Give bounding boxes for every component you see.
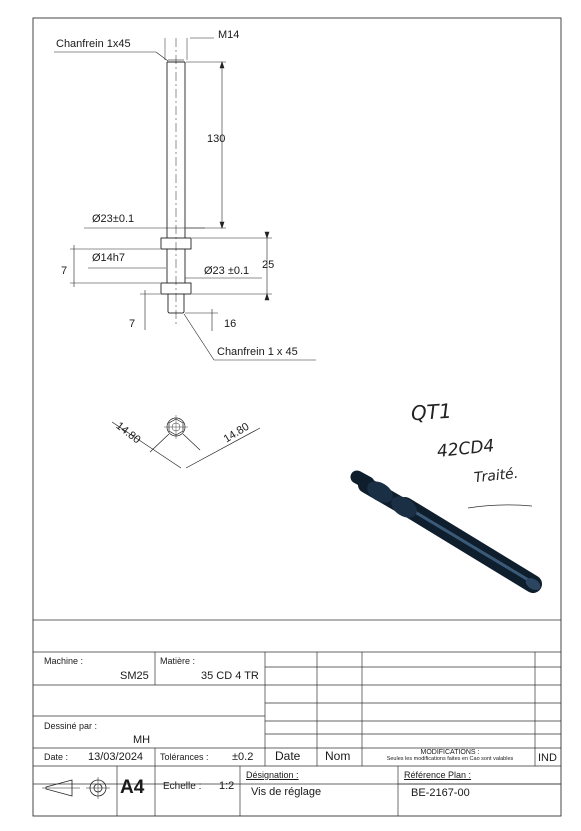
- hex-flat-left-label: 14.80: [113, 419, 143, 447]
- drawn-by-value: MH: [133, 734, 151, 746]
- scale-label: Echelle :: [163, 781, 202, 792]
- handwritten-treated: Traité.: [473, 465, 519, 487]
- projection-symbol-icon: [42, 777, 110, 799]
- dia-23-upper-label: Ø23±0.1: [92, 213, 135, 225]
- col-nom-header: Nom: [325, 749, 351, 763]
- length-130-label: 130: [207, 133, 226, 145]
- dia-23-lower-label: Ø23 ±0.1: [204, 265, 250, 277]
- material-value: 35 CD 4 TR: [201, 670, 259, 682]
- dim-25-label: 25: [262, 259, 275, 271]
- scale-value: 1:2: [219, 780, 235, 792]
- date-value: 13/03/2024: [88, 751, 144, 763]
- modifications-note: Seules les modifications faites en Cao sont valables: [386, 756, 514, 762]
- col-date-header: Date: [275, 749, 301, 763]
- dim-7-left-label: 7: [61, 265, 68, 277]
- shaft-view: [161, 38, 191, 325]
- drawn-by-label: Dessiné par :: [44, 721, 98, 731]
- dim-16-label: 16: [224, 318, 237, 330]
- machine-label: Machine :: [44, 656, 84, 666]
- chamfer-top-label: Chanfrein 1x45: [56, 38, 131, 50]
- designation-value: Vis de réglage: [251, 786, 322, 798]
- dim-7-bottom-label: 7: [129, 318, 136, 330]
- dia-14h7-label: Ø14h7: [92, 252, 126, 264]
- handwritten-material: 42CD4: [436, 436, 496, 462]
- machine-value: SM25: [120, 670, 149, 682]
- tolerances-value: ±0.2: [232, 751, 254, 763]
- hex-flat-right-label: 14.80: [221, 420, 252, 446]
- date-label: Date :: [44, 752, 69, 762]
- shaft-3d-render: [357, 477, 542, 593]
- reference-value: BE-2167-00: [411, 787, 470, 799]
- sheet-frame: [33, 18, 561, 816]
- modifications-title: MODIFICATIONS :: [420, 749, 480, 756]
- thread-label: M14: [218, 29, 240, 41]
- handwriting-underline: [468, 505, 532, 508]
- handwritten-qt1: QT1: [410, 398, 453, 426]
- reference-label: Référence Plan :: [404, 770, 472, 780]
- format-label: A4: [120, 777, 145, 798]
- material-label: Matière :: [160, 656, 196, 666]
- chamfer-bottom-label: Chanfrein 1 x 45: [217, 346, 298, 358]
- tolerances-label: Tolérances :: [160, 752, 209, 762]
- ind-header: IND: [538, 752, 557, 764]
- designation-label: Désignation :: [246, 770, 299, 780]
